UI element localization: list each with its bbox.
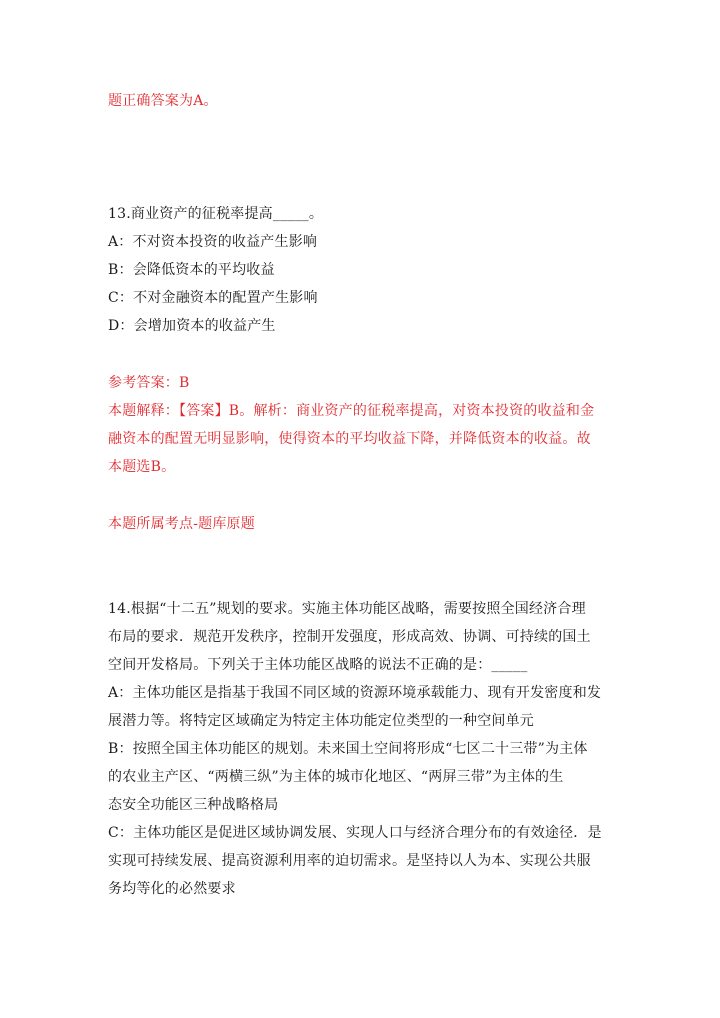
q14-option-b-line: 的农业主产区、“两横三纵”为主体的城市化地区、“两屏三带”为主体的生 bbox=[108, 769, 564, 785]
previous-answer-tail: 题正确答案为A。 bbox=[108, 93, 218, 109]
q13-option-b: B：会降低资本的平均收益 bbox=[108, 262, 275, 278]
q13-option-a: A：不对资本投资的收益产生影响 bbox=[108, 234, 318, 250]
q14-option-b-line: 态安全功能区三种战略格局 bbox=[108, 797, 279, 813]
q14-stem-line: 14.根据“十二五”规划的要求。实施主体功能区战略，需要按照全国经济合理 bbox=[108, 601, 586, 617]
q14-option-a-line: 展潜力等。将特定区域确定为特定主体功能定位类型的一种空间单元 bbox=[108, 713, 534, 729]
q14-option-a-line: A：主体功能区是指基于我国不同区域的资源环境承载能力、现有开发密度和发 bbox=[108, 685, 602, 701]
q14-option-c-line: 务均等化的必然要求 bbox=[108, 881, 236, 897]
q13-option-d: D：会增加资本的收益产生 bbox=[108, 318, 276, 334]
q14-stem-line: 空间开发格局。下列关于主体功能区战略的说法不正确的是：_____ bbox=[108, 657, 528, 673]
q13-explanation-line: 融资本的配置无明显影响，使得资本的平均收益下降，并降低资本的收益。故 bbox=[108, 431, 591, 447]
q13-source: 本题所属考点-题库原题 bbox=[108, 516, 255, 532]
q14-option-b-line: B：按照全国主体功能区的规划。未来国土空间将形成“七区二十三带”为主体 bbox=[108, 741, 588, 757]
q13-explanation-line: 本题选B。 bbox=[108, 459, 176, 475]
q14-option-c-line: C：主体功能区是促进区域协调发展、实现人口与经济合理分布的有效途径．是 bbox=[108, 825, 602, 841]
q14-option-c-line: 实现可持续发展、提高资源利用率的迫切需求。是坚持以人为本、实现公共服 bbox=[108, 853, 591, 869]
q13-stem: 13.商业资产的征税率提高_____。 bbox=[108, 206, 324, 222]
q14-stem-line: 布局的要求．规范开发秩序，控制开发强度，形成高效、协调、可持续的国土 bbox=[108, 629, 591, 645]
q13-explanation-line: 本题解释：【答案】B。解析：商业资产的征税率提高，对资本投资的收益和金 bbox=[108, 403, 595, 419]
q13-option-c: C：不对金融资本的配置产生影响 bbox=[108, 290, 318, 306]
q13-answer: 参考答案：B bbox=[108, 375, 190, 391]
